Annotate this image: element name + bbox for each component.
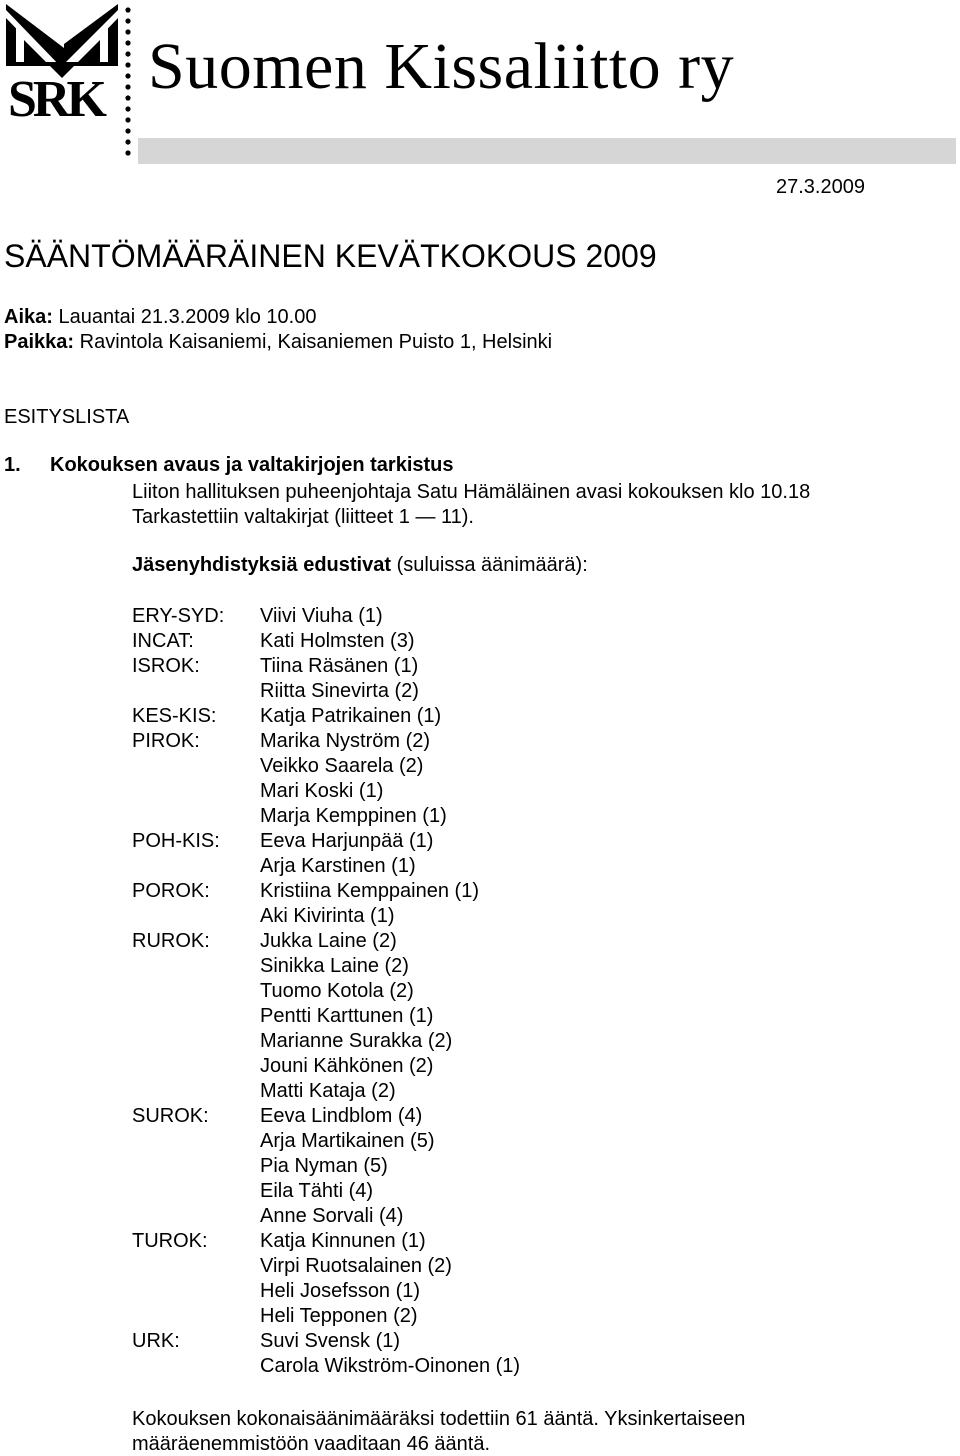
representative-name: Carola Wikström-Oinonen (1) [260, 1355, 521, 1377]
representative-name: Arja Martikainen (5) [260, 1130, 435, 1152]
representatives-intro-rest: (suluissa äänimäärä): [396, 554, 588, 576]
representative-name: Arja Karstinen (1) [260, 855, 416, 877]
representative-name: Anne Sorvali (4) [260, 1205, 404, 1227]
representative-name: Kati Holmsten (3) [260, 630, 415, 652]
representative-name: Eeva Lindblom (4) [260, 1105, 423, 1127]
representative-name: Heli Josefsson (1) [260, 1280, 421, 1302]
association-name: POH-KIS: [132, 830, 220, 852]
meeting-time [4, 306, 316, 329]
meeting-place-value: Ravintola Kaisaniemi, Kaisaniemen Puisto 1, Helsinki [79, 331, 553, 353]
srk-logo [6, 4, 136, 164]
association-name: KES-KIS: [132, 705, 217, 727]
meeting-place [4, 331, 552, 354]
representative-name: Tuomo Kotola (2) [260, 980, 414, 1002]
representative-name: Jouni Kähkönen (2) [260, 1055, 434, 1077]
agenda-item-text-line: Liiton hallituksen puheenjohtaja Satu Hämäläinen avasi kokouksen klo 10.18 [132, 481, 811, 503]
representatives-intro [132, 554, 588, 577]
representative-name: Suvi Svensk (1) [260, 1330, 401, 1352]
association-name: PIROK: [132, 730, 200, 752]
representative-name: Pia Nyman (5) [260, 1155, 388, 1177]
representative-name: Eila Tähti (4) [260, 1180, 374, 1202]
vote-total-line: määräenemmistöön vaaditaan 46 ääntä. [132, 1433, 491, 1455]
representative-name: Aki Kivirinta (1) [260, 905, 395, 927]
representative-name: Sinikka Laine (2) [260, 955, 409, 977]
header-bar [138, 138, 956, 164]
representative-name: Veikko Saarela (2) [260, 755, 424, 777]
organization-name: Suomen Kissaliitto ry [148, 30, 735, 103]
agenda-item-text-line: Tarkastettiin valtakirjat (liitteet 1 — 11). [132, 506, 474, 528]
representative-name: Riitta Sinevirta (2) [260, 680, 419, 702]
representative-name: Pentti Karttunen (1) [260, 1005, 434, 1027]
agenda-item-heading: Kokouksen avaus ja valtakirjojen tarkistus [50, 454, 454, 476]
association-name: ISROK: [132, 655, 200, 677]
representative-name: Heli Tepponen (2) [260, 1305, 418, 1327]
representative-name: Kristiina Kemppainen (1) [260, 880, 479, 902]
meeting-time-label: Aika: [4, 306, 53, 328]
representative-name: Marja Kemppinen (1) [260, 805, 447, 827]
agenda-item-number: 1. [4, 454, 21, 476]
association-name: ERY-SYD: [132, 605, 225, 627]
association-name: INCAT: [132, 630, 194, 652]
document-title: SÄÄNTÖMÄÄRÄINEN KEVÄTKOKOUS 2009 [4, 238, 657, 274]
association-name: POROK: [132, 880, 210, 902]
srk-logo-graphic [6, 4, 136, 164]
representative-name: Matti Kataja (2) [260, 1080, 396, 1102]
association-name: TUROK: [132, 1230, 208, 1252]
representative-name: Mari Koski (1) [260, 780, 384, 802]
representative-name: Viivi Viuha (1) [260, 605, 383, 627]
representative-name: Marianne Surakka (2) [260, 1030, 453, 1052]
association-name: SUROK: [132, 1105, 209, 1127]
representative-name: Tiina Räsänen (1) [260, 655, 419, 677]
representative-name: Marika Nyström (2) [260, 730, 431, 752]
representative-name: Katja Patrikainen (1) [260, 705, 442, 727]
meeting-place-label: Paikka: [4, 331, 75, 353]
representative-name: Katja Kinnunen (1) [260, 1230, 426, 1252]
representative-name: Jukka Laine (2) [260, 930, 397, 952]
document-date: 27.3.2009 [776, 176, 865, 198]
agenda-label: ESITYSLISTA [4, 406, 130, 428]
representative-name: Virpi Ruotsalainen (2) [260, 1255, 452, 1277]
logo-text: SRK [8, 71, 103, 128]
meeting-time-value: Lauantai 21.3.2009 klo 10.00 [58, 306, 317, 328]
representatives-intro-bold: Jäsenyhdistyksiä edustivat [132, 554, 392, 576]
association-name: RUROK: [132, 930, 210, 952]
association-name: URK: [132, 1330, 180, 1352]
representative-name: Eeva Harjunpää (1) [260, 830, 434, 852]
vote-total-line: Kokouksen kokonaisäänimääräksi todettiin 61 ääntä. Yksinkertaiseen [132, 1408, 746, 1430]
